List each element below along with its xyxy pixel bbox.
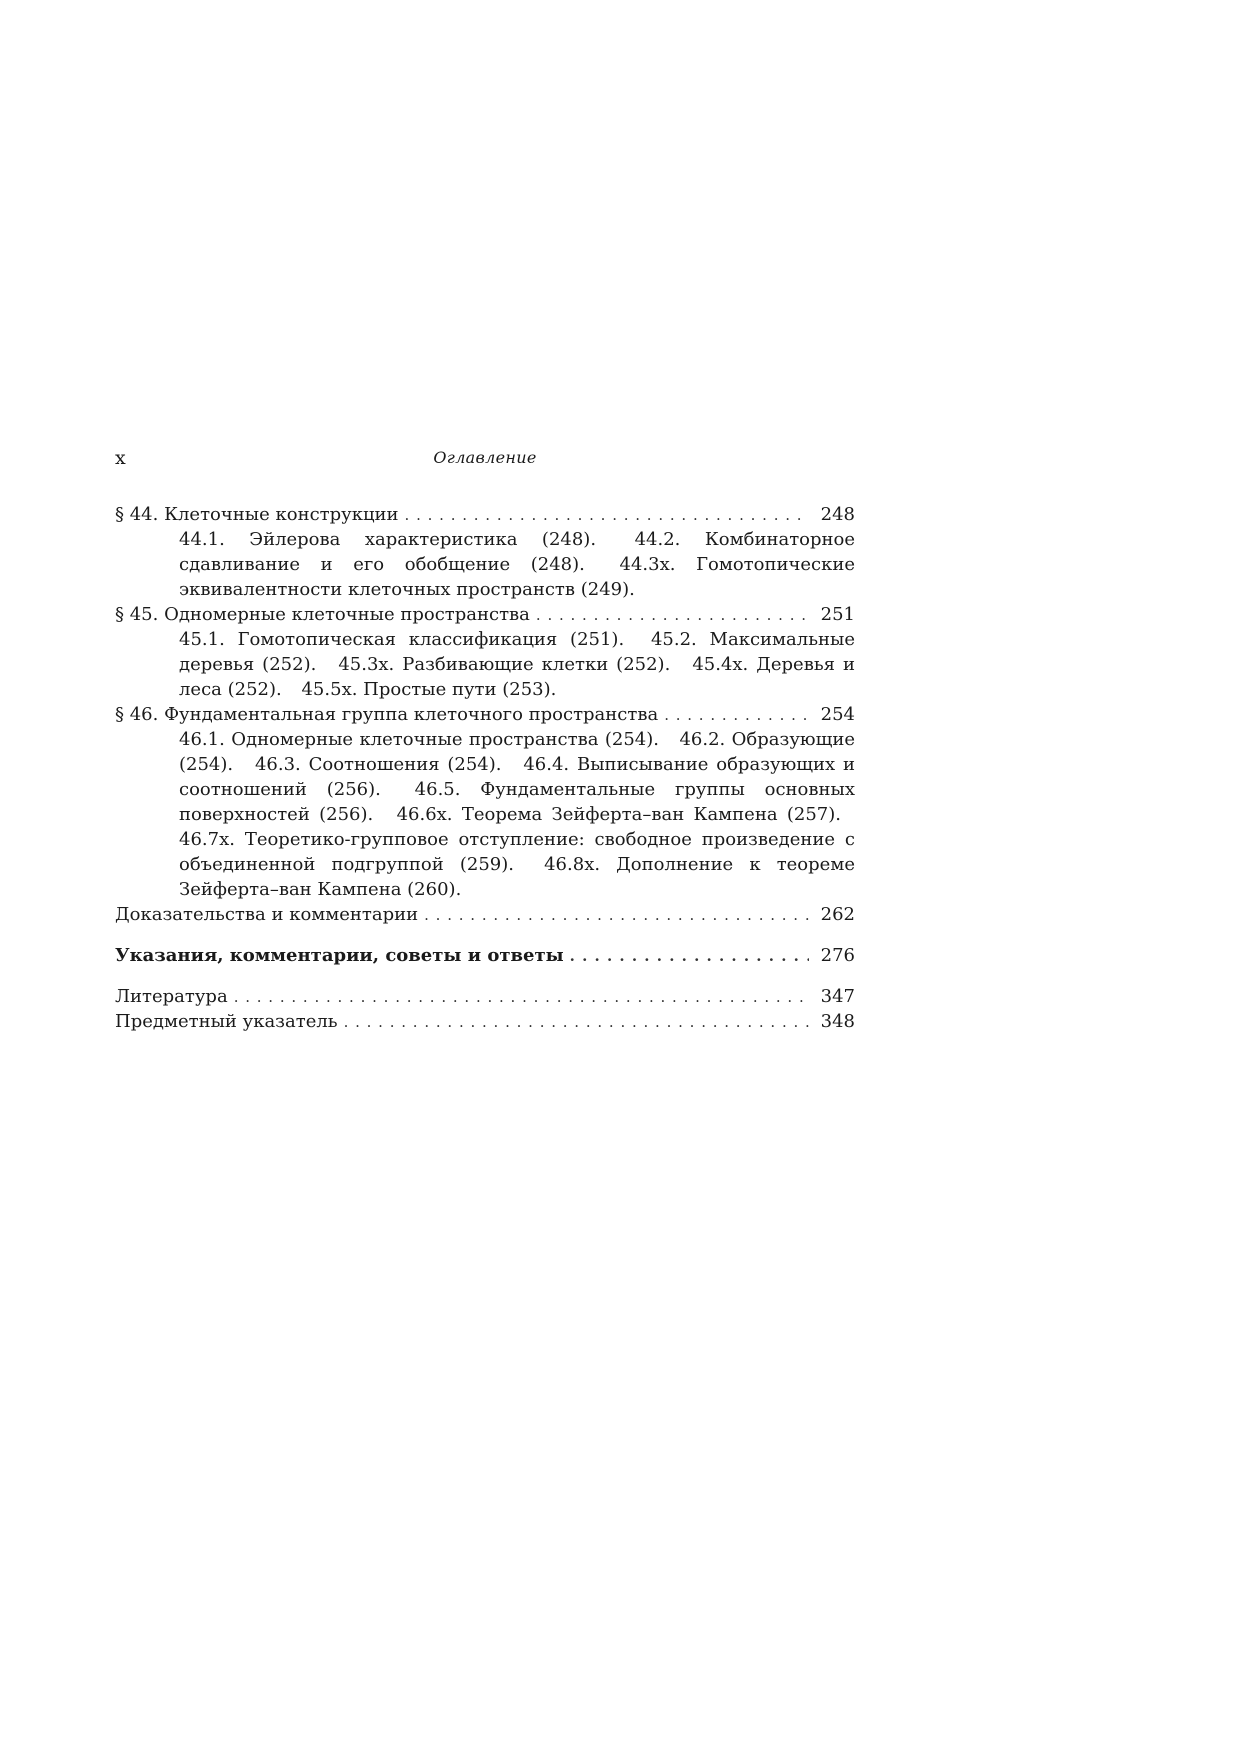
toc-entry-page: 347 <box>820 986 855 1007</box>
toc-entry-section-44[interactable] <box>115 502 855 527</box>
subsection-item: 44.2. Комбинаторное сдавливание и его обобщение (248). <box>179 529 855 575</box>
subsection-item: 46.6x. Теорема Зейферта–ван Кампена (257). <box>396 804 841 825</box>
toc-entry-label: § 46. Фундаментальная группа клеточного пространства <box>115 702 664 727</box>
toc-entry-chapter-hints[interactable] <box>115 943 855 968</box>
subsection-list-44 <box>179 527 855 602</box>
dot-leader <box>344 1010 809 1035</box>
table-of-contents <box>115 502 855 1034</box>
toc-entry-label: § 44. Клеточные конструкции <box>115 502 405 527</box>
toc-entry-page: 262 <box>820 904 855 925</box>
toc-entry-page: 251 <box>820 604 855 625</box>
toc-entry-label: Литература <box>115 984 234 1009</box>
subsection-list-46 <box>179 727 855 902</box>
toc-entry-proofs[interactable] <box>115 902 855 927</box>
toc-entry-literature[interactable] <box>115 984 855 1009</box>
toc-entry-page: 248 <box>820 504 855 525</box>
subsection-item: 44.3x. Гомотопические эквивалентности клеточных пространств (249). <box>179 554 855 600</box>
subsection-item: 46.7x. Теоретико-групповое отступление: свободное произведение с объединенной подгруппой (259). <box>179 829 855 875</box>
running-title: Оглавление <box>433 448 537 467</box>
toc-entry-page: 348 <box>820 1011 855 1032</box>
subsection-item: 46.4. Выписывание образующих и соотношений (256). <box>179 754 855 800</box>
subsection-item: 44.1. Эйлерова характеристика (248). <box>179 529 597 550</box>
toc-entry-page: 276 <box>820 945 855 966</box>
toc-entry-page: 254 <box>820 704 855 725</box>
toc-entry-label: Предметный указатель <box>115 1009 344 1034</box>
subsection-item: 46.3. Соотношения (254). <box>254 754 502 775</box>
toc-entry-section-45[interactable] <box>115 602 855 627</box>
toc-entry-section-46[interactable] <box>115 702 855 727</box>
dot-leader <box>570 944 809 969</box>
subsection-item: 46.2. Образующие (254). <box>179 729 855 775</box>
dot-leader <box>405 503 809 528</box>
subsection-list-45 <box>179 627 855 702</box>
subsection-item: 45.3x. Разбивающие клетки (252). <box>338 654 671 675</box>
dot-leader <box>536 603 809 628</box>
toc-entry-label: Доказательства и комментарии <box>115 902 424 927</box>
page-number: x <box>115 447 126 469</box>
subsection-item: 45.1. Гомотопическая классификация (251). <box>179 629 625 650</box>
dot-leader <box>424 903 809 928</box>
subsection-item: 45.5x. Простые пути (253). <box>301 679 557 700</box>
toc-entry-label: § 45. Одномерные клеточные пространства <box>115 602 536 627</box>
dot-leader <box>234 985 809 1010</box>
subsection-item: 46.8x. Дополнение к теореме Зейферта–ван Кампена (260). <box>179 854 855 900</box>
subsection-item: 45.4x. Деревья и леса (252). <box>179 654 855 700</box>
subsection-item: 46.5. Фундаментальные группы основных поверхностей (256). <box>179 779 855 825</box>
toc-entry-index[interactable] <box>115 1009 855 1034</box>
subsection-item: 45.2. Максимальные деревья (252). <box>179 629 855 675</box>
subsection-item: 46.1. Одномерные клеточные пространства (254). <box>179 729 660 750</box>
dot-leader <box>664 703 808 728</box>
toc-entry-label: Указания, комментарии, советы и ответы <box>115 943 570 968</box>
page-header <box>115 447 855 477</box>
